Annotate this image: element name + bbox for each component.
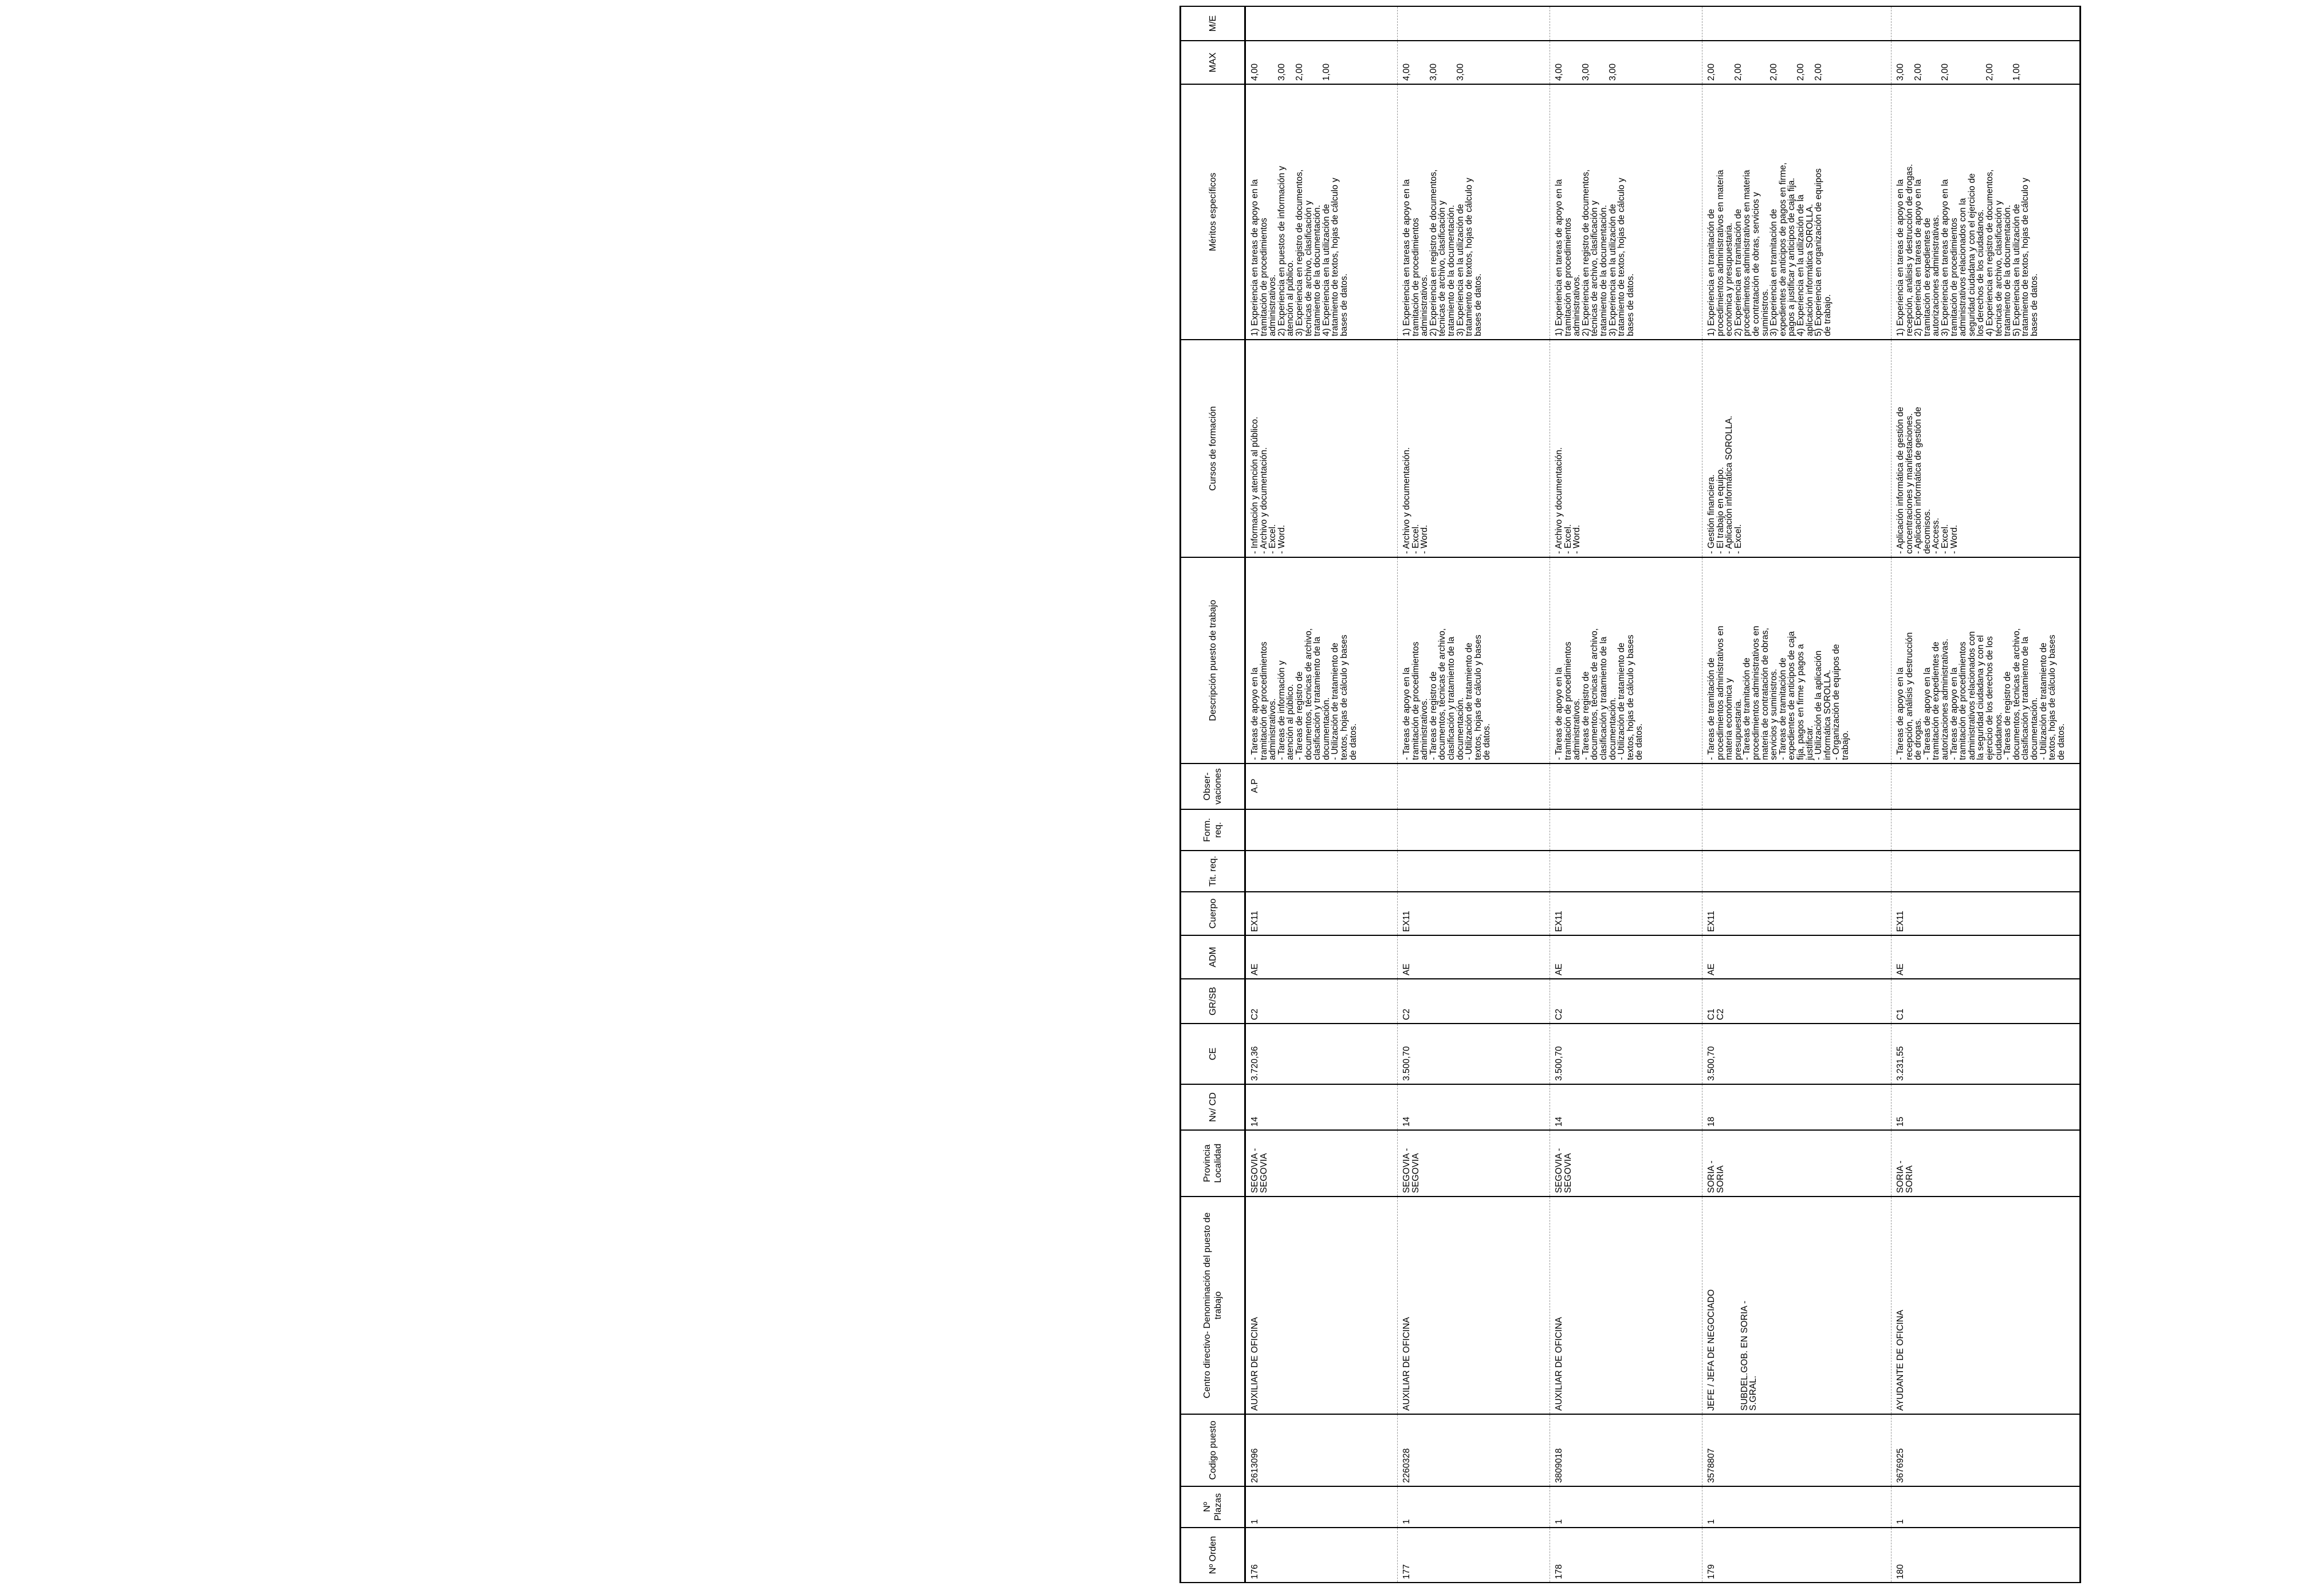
cell-nivel: 14 bbox=[1245, 1084, 1398, 1130]
cell-cuerpo: EX11 bbox=[1702, 892, 1892, 935]
table-row bbox=[1245, 6, 1398, 1583]
header-adm: ADM bbox=[1181, 935, 1245, 979]
cell-observaciones bbox=[1892, 763, 2081, 809]
cell-cuerpo: EX11 bbox=[1245, 892, 1398, 935]
cell-plazas: 1 bbox=[1245, 1486, 1398, 1528]
cell-cursos: - Información y atención al público. - Archivo y documentación. - Excel. - Word. bbox=[1245, 340, 1398, 557]
table-row bbox=[1398, 6, 1550, 1583]
cell-descripcion: - Tareas de apoyo en la tramitación de procedimientos administrativos. - Tareas de información y atención al público. - Tareas de registro de documentos, técnicas de archivo, clasificación y tratamiento de la documentación. - Utilización de tratamiento de textos, hojas de cálculo y bases de datos. bbox=[1245, 557, 1398, 763]
cell-formacion bbox=[1550, 809, 1702, 851]
cell-titulacion bbox=[1398, 851, 1550, 892]
cell-codigo: 2613096 bbox=[1245, 1414, 1398, 1486]
header-centro: Centro directivo- Denominación del puesto de trabajo bbox=[1181, 1197, 1245, 1414]
cell-me bbox=[1245, 6, 1398, 41]
cell-denominacion: AYUDANTE DE OFICINA bbox=[1892, 1197, 2081, 1414]
cell-observaciones: A.P bbox=[1245, 763, 1398, 809]
cell-plazas: 1 bbox=[1550, 1486, 1702, 1528]
cell-max: 4,00 3,00 2,00 1,00 bbox=[1245, 41, 1398, 84]
cell-descripcion: - Tareas de apoyo en la tramitación de procedimientos administrativos. - Tareas de registro de documentos, técnicas de archivo, clasificación y tratamiento de la documentación. - Utilización de tratamiento de textos, hojas de cálculo y bases de datos. bbox=[1398, 557, 1550, 763]
cell-orden: 178 bbox=[1550, 1528, 1702, 1583]
job-positions-table bbox=[1179, 6, 2081, 1583]
cell-provincia: SEGOVIA - SEGOVIA bbox=[1398, 1130, 1550, 1197]
header-me: M/E bbox=[1181, 6, 1245, 41]
cell-orden: 179 bbox=[1702, 1528, 1892, 1583]
cell-me bbox=[1892, 6, 2081, 41]
header-ce: CE bbox=[1181, 1024, 1245, 1084]
cell-denominacion bbox=[1702, 1197, 1892, 1414]
header-max: MAX bbox=[1181, 41, 1245, 84]
cell-formacion bbox=[1892, 809, 2081, 851]
cell-adm: AE bbox=[1398, 935, 1550, 979]
cell-nivel: 14 bbox=[1398, 1084, 1550, 1130]
cell-adm: AE bbox=[1550, 935, 1702, 979]
cell-codigo: 2260328 bbox=[1398, 1414, 1550, 1486]
cell-plazas: 1 bbox=[1702, 1486, 1892, 1528]
header-nivel: Nv/ CD bbox=[1181, 1084, 1245, 1130]
cell-orden: 180 bbox=[1892, 1528, 2081, 1583]
cell-ce: 3.500,70 bbox=[1398, 1024, 1550, 1084]
header-titulacion: Tit. req. bbox=[1181, 851, 1245, 892]
table-row bbox=[1892, 6, 2081, 1583]
table-row bbox=[1702, 6, 1892, 1583]
cell-grupo: C2 bbox=[1550, 979, 1702, 1024]
rotated-page bbox=[1179, 7, 2324, 1583]
cell-plazas: 1 bbox=[1398, 1486, 1550, 1528]
header-orden: Nº Orden bbox=[1181, 1528, 1245, 1583]
cell-ce: 3.500,70 bbox=[1702, 1024, 1892, 1084]
cell-nivel: 18 bbox=[1702, 1084, 1892, 1130]
cell-formacion bbox=[1245, 809, 1398, 851]
cell-provincia: SEGOVIA - SEGOVIA bbox=[1550, 1130, 1702, 1197]
header-observaciones: Obser- vaciones bbox=[1181, 763, 1245, 809]
cell-cursos: - Archivo y documentación. - Excel. - Word. bbox=[1398, 340, 1550, 557]
cell-codigo: 3578807 bbox=[1702, 1414, 1892, 1486]
cell-max: 2,00 2,00 2,00 2,00 2,00 bbox=[1702, 41, 1892, 84]
cell-cursos: - Archivo y documentación. - Excel. - Word. bbox=[1550, 340, 1702, 557]
header-cuerpo: Cuerpo bbox=[1181, 892, 1245, 935]
cell-ce: 3.500,70 bbox=[1550, 1024, 1702, 1084]
cell-meritos: 1) Experiencia en tareas de apoyo en la tramitación de procedimientos administrativos. 2) Experiencia en registro de documentos, técnicas de archivo, clasificación y tratamiento de la documentación. 3) Experiencia en la utilización de tratamiento de textos, hojas de cálculo y bases de datos. bbox=[1398, 84, 1550, 340]
cell-cursos: - Aplicación informática de gestión de concentraciones y manifestaciones. - Aplicación informática de gestión de decomisos. - Access. - Excel. - Word. bbox=[1892, 340, 2081, 557]
cell-adm: AE bbox=[1245, 935, 1398, 979]
header-grupo: GR/SB bbox=[1181, 979, 1245, 1024]
cell-provincia: SEGOVIA - SEGOVIA bbox=[1245, 1130, 1398, 1197]
cell-denominacion: AUXILIAR DE OFICINA bbox=[1550, 1197, 1702, 1414]
cell-denominacion: AUXILIAR DE OFICINA bbox=[1398, 1197, 1550, 1414]
cell-meritos: 1) Experiencia en tareas de apoyo en la tramitación de procedimientos administrativos. 2) Experiencia en registro de documentos, técnicas de archivo, clasificación y tratamiento de la documentación. 3) Experiencia en la utilización de tratamiento de textos, hojas de cálculo y bases de datos. bbox=[1550, 84, 1702, 340]
cell-observaciones bbox=[1702, 763, 1892, 809]
cell-provincia: SORIA - SORIA bbox=[1702, 1130, 1892, 1197]
header-provincia: Provincia Localidad bbox=[1181, 1130, 1245, 1197]
cell-titulacion bbox=[1892, 851, 2081, 892]
cell-grupo: C1 bbox=[1892, 979, 2081, 1024]
denominacion-text: JEFE / JEFA DE NEGOCIADO bbox=[1706, 1289, 1716, 1411]
cell-cuerpo: EX11 bbox=[1398, 892, 1550, 935]
cell-descripcion: - Tareas de apoyo en la recepción, análisis y destrucción de drogas. - Tareas de apoyo en la tramitación de expedientes de autorizaciones administrativas. - Tareas de apoyo en la tramitación de procedimientos administrativos relacionados con la seguridad ciudadana y con el ejercicio de los derechos de los ciudadanos. - Tareas de registro de documentos, técnicas de archivo, clasificación y tratamiento de la documentación. - Utilización de tratamiento de textos, hojas de cálculo y bases de datos. bbox=[1892, 557, 2081, 763]
cell-meritos: 1) Experiencia en tareas de apoyo en la tramitación de procedimientos administrativos. 2) Experiencia en puestos de información y atención al público. 3) Experiencia en registro de documentos, técnicas de archivo, clasificación y tratamiento de la documentación. 4) Experiencia en la utilización de tratamiento de textos, hojas de cálculo y bases de datos. bbox=[1245, 84, 1398, 340]
cell-max: 4,00 3,00 3,00 bbox=[1550, 41, 1702, 84]
cell-max: 4,00 3,00 3,00 bbox=[1398, 41, 1550, 84]
header-cursos: Cursos de formación bbox=[1181, 340, 1245, 557]
cell-formacion bbox=[1398, 809, 1550, 851]
cell-nivel: 15 bbox=[1892, 1084, 2081, 1130]
header-meritos: Méritos específicos bbox=[1181, 84, 1245, 340]
cell-formacion bbox=[1702, 809, 1892, 851]
table-row bbox=[1550, 6, 1702, 1583]
cell-observaciones bbox=[1398, 763, 1550, 809]
cell-descripcion: - Tareas de tramitación de procedimientos administrativos en materia económica y presupuestaria. - Tareas de tramitación de procedimientos administrativos en materia de contratación de obras, servicios y suministros. - Tareas de tramitación de expedientes de anticipos de caja fija, pagos en firme y pagos a justificar. - Utilización de la aplicación informática SOROLLA. - Organización de equipos de trabajo. bbox=[1702, 557, 1892, 763]
denominacion-block bbox=[1707, 1199, 1758, 1411]
cell-codigo: 3809018 bbox=[1550, 1414, 1702, 1486]
cell-orden: 176 bbox=[1245, 1528, 1398, 1583]
cell-plazas: 1 bbox=[1892, 1486, 2081, 1528]
cell-meritos: 1) Experiencia en tareas de apoyo en la recepción, análisis y destrucción de drogas. 2) Experiencia en tareas de apoyo en la tramitación de expedientes de autorizaciones administrativas. 3) Experiencia en tareas de apoyo en la tramitación de procedimientos administrativos relacionados con la seguridad ciudadana y con el ejercicio de los derechos de los ciudadanos. 4) Experiencia en registro de documentos, técnicas de archivo, clasificación y tratamiento de la documentación. 5) Experiencia en la utilización de tratamiento de textos, hojas de cálculo y bases de datos. bbox=[1892, 84, 2081, 340]
centro-directivo-text: SUBDEL.GOB. EN SORIA - S.GRAL. bbox=[1739, 1300, 1759, 1411]
cell-titulacion bbox=[1245, 851, 1398, 892]
header-codigo: Codigo puesto bbox=[1181, 1414, 1245, 1486]
header-formacion: Form. req. bbox=[1181, 809, 1245, 851]
cell-grupo: C2 bbox=[1245, 979, 1398, 1024]
cell-me bbox=[1550, 6, 1702, 41]
cell-adm: AE bbox=[1702, 935, 1892, 979]
cell-observaciones bbox=[1550, 763, 1702, 809]
cell-denominacion: AUXILIAR DE OFICINA bbox=[1245, 1197, 1398, 1414]
cell-titulacion bbox=[1550, 851, 1702, 892]
cell-ce: 3.231,55 bbox=[1892, 1024, 2081, 1084]
cell-cuerpo: EX11 bbox=[1892, 892, 2081, 935]
cell-grupo: C1 C2 bbox=[1702, 979, 1892, 1024]
cell-descripcion: - Tareas de apoyo en la tramitación de procedimientos administrativos. - Tareas de registro de documentos, técnicas de archivo, clasificación y tratamiento de la documentación. - Utilización de tratamiento de textos, hojas de cálculo y bases de datos. bbox=[1550, 557, 1702, 763]
cell-me bbox=[1702, 6, 1892, 41]
cell-ce: 3.720,36 bbox=[1245, 1024, 1398, 1084]
header-plazas: Nº Plazas bbox=[1181, 1486, 1245, 1528]
cell-max: 3,00 2,00 2,00 2,00 1,00 bbox=[1892, 41, 2081, 84]
cell-me bbox=[1398, 6, 1550, 41]
cell-grupo: C2 bbox=[1398, 979, 1550, 1024]
cell-codigo: 3676925 bbox=[1892, 1414, 2081, 1486]
cell-provincia: SORIA - SORIA bbox=[1892, 1130, 2081, 1197]
cell-meritos: 1) Experiencia en tramitación de procedimientos administrativos en materia económica y presupuestaria. 2) Experiencia en tramitación de procedimientos administrativos en materia de contratación de obras, servicios y suministros. 3) Experiencia en tramitación de expedientes de anticipos de pagos en firme, pagos a justificar y anticipos de caja fija. 4) Experiencia en la utilización de la aplicación informática SOROLLA. 5) Experiencia en organización de equipos de trabajo. bbox=[1702, 84, 1892, 340]
header-descripcion: Descripción puesto de trabajo bbox=[1181, 557, 1245, 763]
cell-nivel: 14 bbox=[1550, 1084, 1702, 1130]
cell-adm: AE bbox=[1892, 935, 2081, 979]
cell-orden: 177 bbox=[1398, 1528, 1550, 1583]
cell-cuerpo: EX11 bbox=[1550, 892, 1702, 935]
cell-cursos: - Gestión financiera. - El trabajo en equipo. - Aplicación informática SOROLLA. - Excel. bbox=[1702, 340, 1892, 557]
header-row bbox=[1181, 6, 1245, 1583]
cell-titulacion bbox=[1702, 851, 1892, 892]
